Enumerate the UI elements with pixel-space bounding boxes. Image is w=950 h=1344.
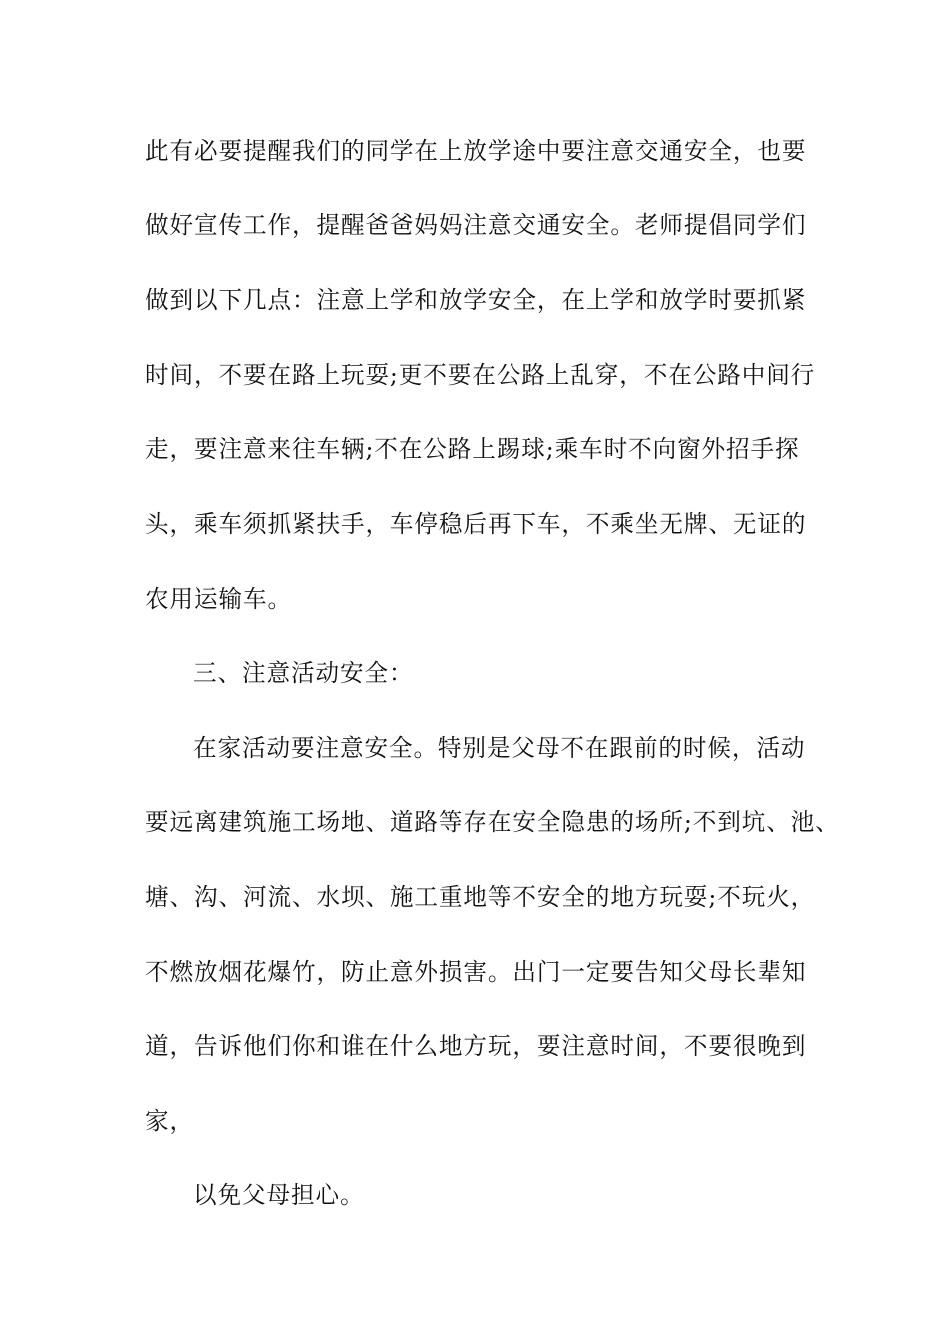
body-line: 时间，不要在路上玩耍;更不要在公路上乱穿，不在公路中间行: [145, 361, 816, 389]
body-line: 农用运输车。: [145, 585, 292, 613]
body-line: 要远离建筑施工场地、道路等存在安全隐患的场所;不到坑、池、: [145, 808, 840, 836]
paragraph-first-line: 以免父母担心。: [193, 1181, 365, 1209]
body-line: 头，乘车须抓紧扶手，车停稳后再下车，不乘坐无牌、无证的: [145, 510, 807, 538]
section-heading: 三、注意活动安全：: [193, 659, 414, 687]
body-line: 做好宣传工作，提醒爸爸妈妈注意交通安全。老师提倡同学们: [145, 211, 807, 239]
body-line: 走，要注意来往车辆;不在公路上踢球;乘车时不向窗外招手探: [145, 435, 800, 463]
body-line: 家，: [145, 1107, 194, 1135]
paragraph-first-line: 在家活动要注意安全。特别是父母不在跟前的时候，活动: [193, 734, 806, 762]
body-line: 做到以下几点：注意上学和放学安全，在上学和放学时要抓紧: [145, 286, 807, 314]
body-line: 道，告诉他们你和谁在什么地方玩，要注意时间，不要很晚到: [145, 1032, 807, 1060]
body-line: 不燃放烟花爆竹，防止意外损害。出门一定要告知父母长辈知: [145, 958, 807, 986]
body-line: 塘、沟、河流、水坝、施工重地等不安全的地方玩耍;不玩火，: [145, 883, 816, 911]
body-line: 此有必要提醒我们的同学在上放学途中要注意交通安全，也要: [145, 137, 807, 165]
